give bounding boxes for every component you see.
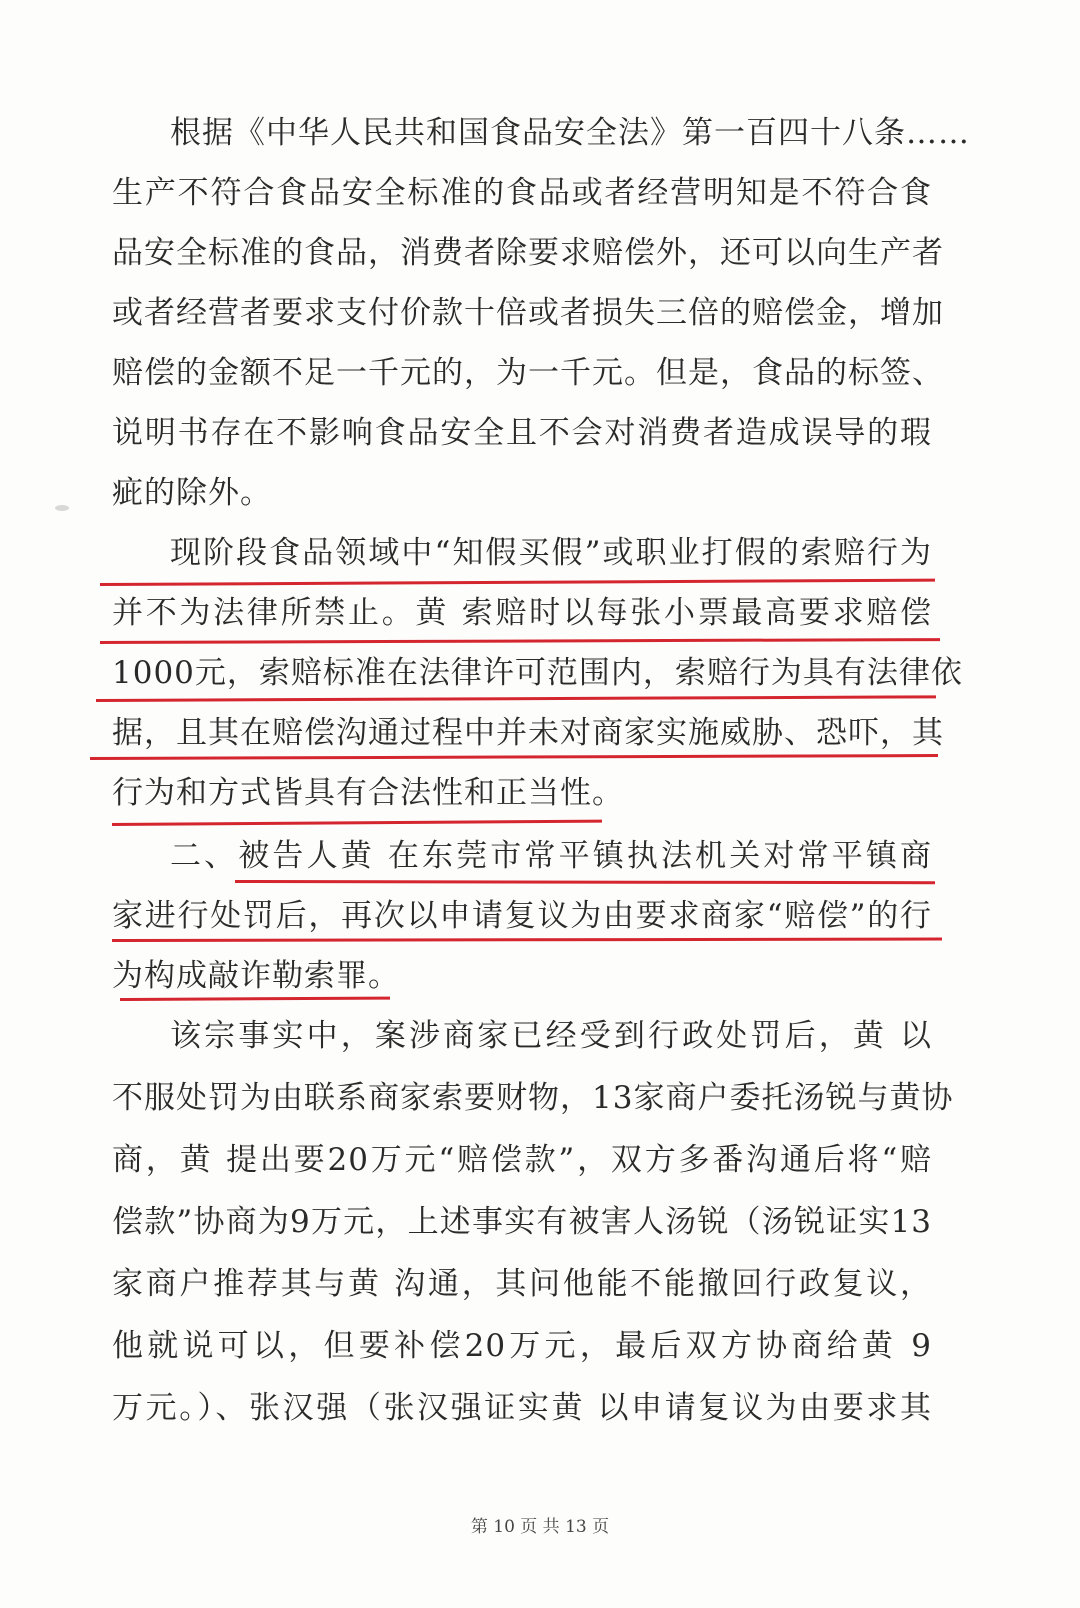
text-line: 1000元，索赔标准在法律许可范围内，索赔行为具有法律依 <box>112 655 963 691</box>
red-underline <box>90 754 938 760</box>
text-line: 万元。）、张汉强（张汉强证实黄 以申请复议为由要求其 <box>112 1390 932 1426</box>
red-underline <box>235 880 935 884</box>
text-line: 他就说可以，但要补偿20万元，最后双方协商给黄 9 <box>112 1328 932 1364</box>
text-line: 据，且其在赔偿沟通过程中并未对商家实施威胁、恐吓，其 <box>112 715 944 751</box>
red-underline <box>96 695 936 702</box>
text-line: 根据《中华人民共和国食品安全法》第一百四十八条…… <box>170 115 970 151</box>
text-line: 或者经营者要求支付价款十倍或者损失三倍的赔偿金，增加 <box>112 295 944 331</box>
text-line: 并不为法律所禁止。黄 索赔时以每张小票最高要求赔偿 <box>112 595 932 631</box>
text-line: 家进行处罚后，再次以申请复议为由要求商家“赔偿”的行 <box>112 898 932 934</box>
text-line: 为构成敲诈勒索罪。 <box>112 958 400 994</box>
text-line: 说明书存在不影响食品安全且不会对消费者造成误导的瑕 <box>112 415 932 451</box>
text-line: 现阶段食品领域中“知假买假”或职业打假的索赔行为 <box>170 535 932 571</box>
red-underline <box>112 820 602 826</box>
text-line: 疵的除外。 <box>112 475 272 511</box>
red-underline <box>120 997 390 1001</box>
text-line: 二、被告人黄 在东莞市常平镇执法机关对常平镇商 <box>170 838 932 874</box>
text-line: 偿款”协商为9万元，上述事实有被害人汤锐（汤锐证实13 <box>112 1204 932 1240</box>
text-line: 商，黄 提出要20万元“赔偿款”，双方多番沟通后将“赔 <box>112 1142 932 1178</box>
red-underline <box>100 579 935 586</box>
text-line: 该宗事实中，案涉商家已经受到行政处罚后，黄 以 <box>170 1018 932 1054</box>
red-underline <box>100 638 940 644</box>
text-line: 不服处罚为由联系商家索要财物，13家商户委托汤锐与黄协 <box>112 1080 954 1116</box>
red-underline <box>112 938 942 942</box>
scan-smudge <box>55 505 69 511</box>
text-line: 赔偿的金额不足一千元的，为一千元。但是，食品的标签、 <box>112 355 944 391</box>
page-footer: 第 10 页 共 13 页 <box>470 1517 610 1537</box>
text-line: 家商户推荐其与黄 沟通，其问他能不能撤回行政复议， <box>112 1266 932 1302</box>
text-line: 生产不符合食品安全标准的食品或者经营明知是不符合食 <box>112 175 932 211</box>
text-line: 品安全标准的食品，消费者除要求赔偿外，还可以向生产者 <box>112 235 944 271</box>
text-line: 行为和方式皆具有合法性和正当性。 <box>112 775 624 811</box>
